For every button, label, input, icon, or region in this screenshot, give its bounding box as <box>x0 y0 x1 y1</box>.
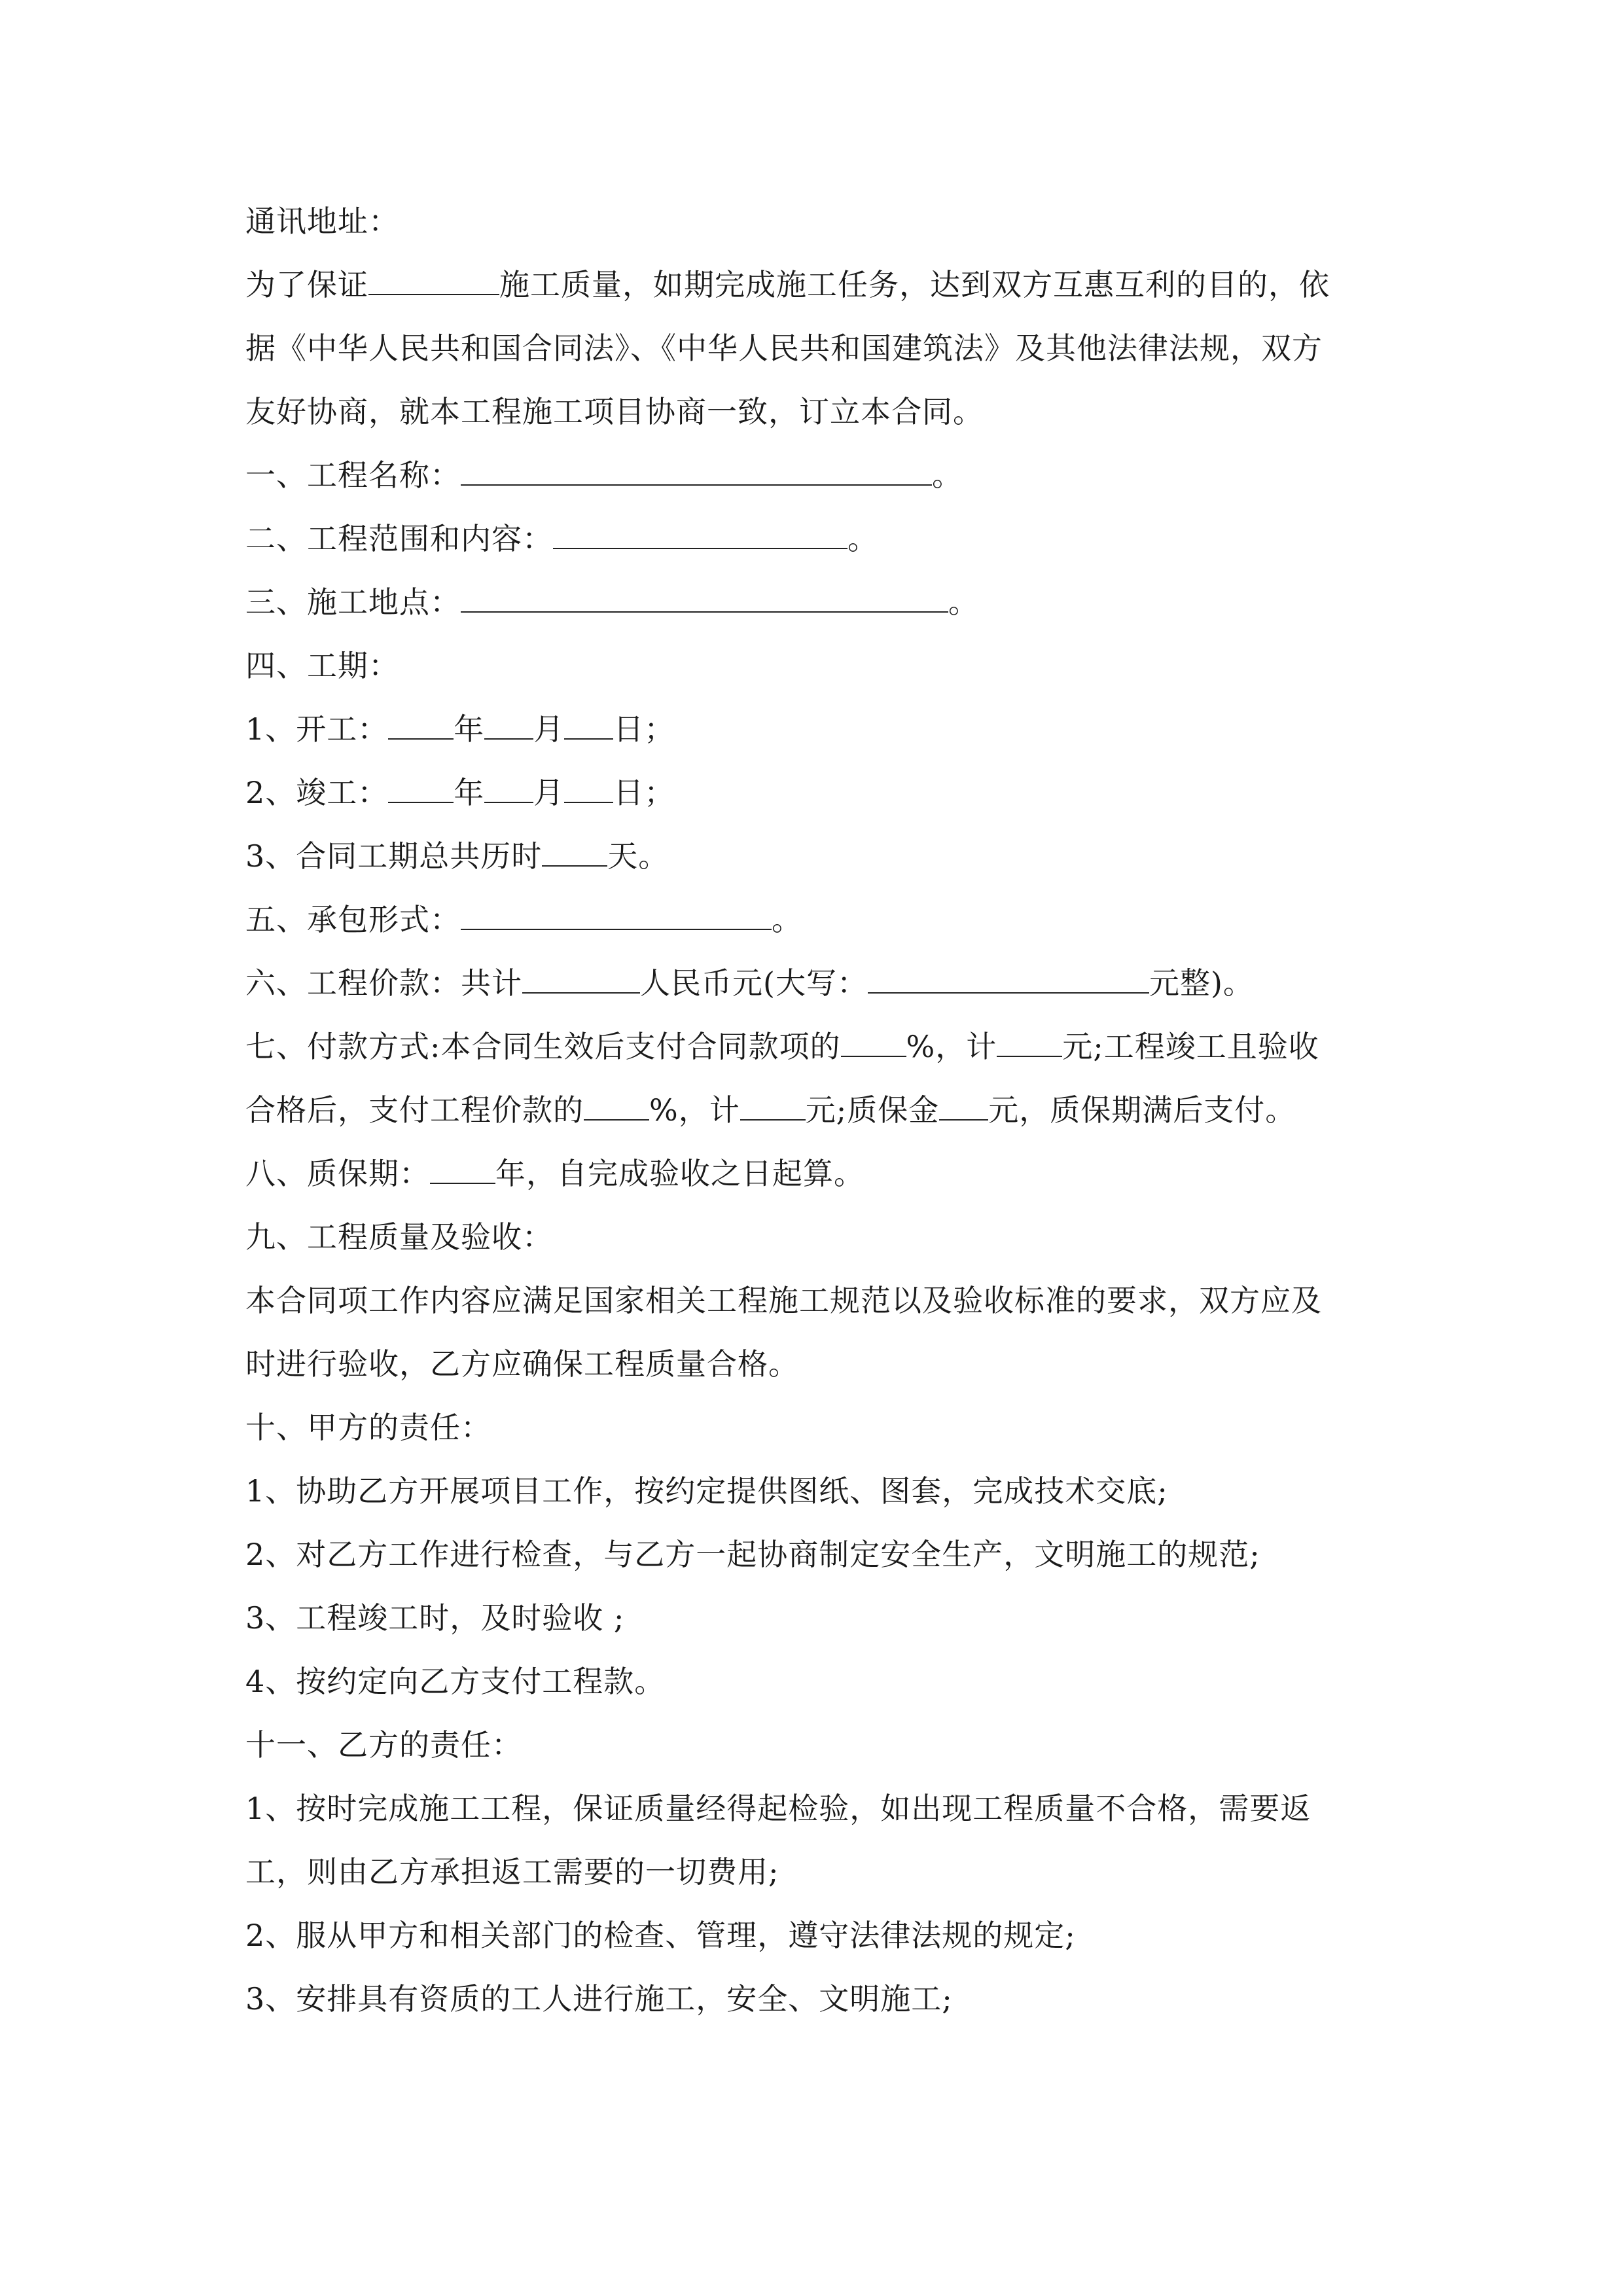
text: 1、开工： <box>245 711 389 747</box>
text: 1、按时完成施工工程，保证质量经得起检验，如出现工程质量不合格，需要返 <box>245 1791 1311 1826</box>
purpose-line-3 <box>245 392 984 431</box>
text: 五、承包形式： <box>245 902 461 937</box>
advance-percent-blank[interactable] <box>841 1027 906 1057</box>
end-month-blank[interactable] <box>484 773 533 803</box>
text: 四、工期： <box>245 648 399 683</box>
end-day-blank[interactable] <box>564 773 613 803</box>
clause-8-warranty <box>245 1154 865 1193</box>
price-capital-blank[interactable] <box>868 963 1149 994</box>
text: 3、合同工期总共历时 <box>245 838 543 874</box>
completion-date-line <box>245 773 675 812</box>
clause-1-project-name <box>245 456 963 495</box>
text: 二、工程范围和内容： <box>245 521 553 556</box>
text: 日； <box>613 775 675 810</box>
purpose-line-2 <box>245 329 1323 368</box>
purpose-line-1 <box>245 265 1330 304</box>
text: 。 <box>948 584 979 620</box>
party-b-duty-3 <box>245 1979 953 2018</box>
location-blank[interactable] <box>461 583 948 613</box>
text: 通讯地址： <box>245 204 399 239</box>
text: 施工质量，如期完成施工任务，达到双方互惠互利的目的，依 <box>499 267 1330 302</box>
text: 2、竣工： <box>245 775 389 810</box>
text: 元;质保金 <box>805 1092 940 1128</box>
text: %，计 <box>649 1092 740 1128</box>
text: 1、协助乙方开展项目工作，按约定提供图纸、图套，完成技术交底; <box>245 1473 1168 1509</box>
text: 3、安排具有资质的工人进行施工，安全、文明施工; <box>245 1981 953 2017</box>
advance-amount-blank[interactable] <box>997 1027 1062 1057</box>
text: 工，则由乙方承担返工需要的一切费用; <box>245 1854 779 1890</box>
clause-9-text-1 <box>245 1281 1322 1320</box>
clause-4-schedule <box>245 646 399 685</box>
text: 元，质保期满后支付。 <box>988 1092 1296 1128</box>
text: 日； <box>613 711 675 747</box>
text: 2、对乙方工作进行检查，与乙方一起协商制定安全生产，文明施工的规范; <box>245 1537 1260 1572</box>
party-b-duty-1-line-2 <box>245 1852 779 1892</box>
start-year-blank[interactable] <box>388 709 454 740</box>
project-blank[interactable] <box>368 265 499 295</box>
text: 元;工程竣工且验收 <box>1062 1029 1319 1064</box>
warranty-years-blank[interactable] <box>430 1154 495 1184</box>
price-amount-blank[interactable] <box>522 963 640 994</box>
text: 合格后，支付工程价款的 <box>245 1092 584 1128</box>
party-b-duty-2 <box>245 1916 1076 1955</box>
text: 。 <box>847 521 878 556</box>
text: 时进行验收，乙方应确保工程质量合格。 <box>245 1346 799 1382</box>
text: 。 <box>772 902 802 937</box>
text: 人民币元(大写： <box>640 965 868 1001</box>
text: 据《中华人民共和国合同法》、《中华人民共和国建筑法》及其他法律法规，双方 <box>245 331 1323 366</box>
text: 三、施工地点： <box>245 584 461 620</box>
party-b-duty-1-line-1 <box>245 1789 1311 1828</box>
final-percent-blank[interactable] <box>584 1090 649 1121</box>
text: 六、工程价款：共计 <box>245 965 522 1001</box>
text: 九、工程质量及验收： <box>245 1219 553 1255</box>
text: 七、付款方式:本合同生效后支付合同款项的 <box>245 1029 841 1064</box>
clause-11-heading <box>245 1725 522 1765</box>
text: 本合同项工作内容应满足国家相关工程施工规范以及验收标准的要求，双方应及 <box>245 1283 1322 1318</box>
contract-form-blank[interactable] <box>461 900 772 930</box>
clause-10-heading <box>245 1408 491 1447</box>
text: 3、工程竣工时，及时验收 ; <box>245 1600 625 1636</box>
retention-amount-blank[interactable] <box>939 1090 988 1121</box>
scope-blank[interactable] <box>553 519 847 549</box>
party-a-duty-1 <box>245 1471 1168 1511</box>
start-month-blank[interactable] <box>484 709 533 740</box>
start-day-blank[interactable] <box>564 709 613 740</box>
clause-7-payment-line-2 <box>245 1090 1296 1130</box>
text: %，计 <box>906 1029 997 1064</box>
final-amount-blank[interactable] <box>740 1090 806 1121</box>
text: 为了保证 <box>245 267 368 302</box>
duration-days-blank[interactable] <box>542 836 607 867</box>
party-a-duty-2 <box>245 1535 1260 1574</box>
text: 天。 <box>607 838 669 874</box>
clause-9-text-2 <box>245 1344 799 1384</box>
text: 元整)。 <box>1149 965 1254 1001</box>
clause-2-scope <box>245 519 878 558</box>
clause-9-heading <box>245 1217 553 1257</box>
clause-5-contract-form <box>245 900 802 939</box>
text: 年 <box>454 775 485 810</box>
party-a-duty-3 <box>245 1598 624 1638</box>
text: 十、甲方的责任： <box>245 1410 491 1445</box>
text: 友好协商，就本工程施工项目协商一致，订立本合同。 <box>245 394 984 429</box>
text: 八、质保期： <box>245 1156 430 1191</box>
text: 十一、乙方的责任： <box>245 1727 522 1763</box>
text: 年 <box>454 711 485 747</box>
clause-7-payment-line-1 <box>245 1027 1319 1066</box>
project-name-blank[interactable] <box>461 456 932 486</box>
text: 月 <box>533 711 565 747</box>
duration-line <box>245 836 669 876</box>
party-a-duty-4 <box>245 1662 665 1701</box>
text: 。 <box>932 457 963 493</box>
end-year-blank[interactable] <box>388 773 454 803</box>
text: 月 <box>533 775 565 810</box>
contact-address-line <box>245 202 399 241</box>
clause-3-location <box>245 583 979 622</box>
text: 一、工程名称： <box>245 457 461 493</box>
start-date-line <box>245 709 675 749</box>
clause-6-price <box>245 963 1254 1003</box>
text: 2、服从甲方和相关部门的检查、管理，遵守法律法规的规定; <box>245 1918 1076 1953</box>
text: 4、按约定向乙方支付工程款。 <box>245 1664 666 1699</box>
text: 年，自完成验收之日起算。 <box>495 1156 865 1191</box>
